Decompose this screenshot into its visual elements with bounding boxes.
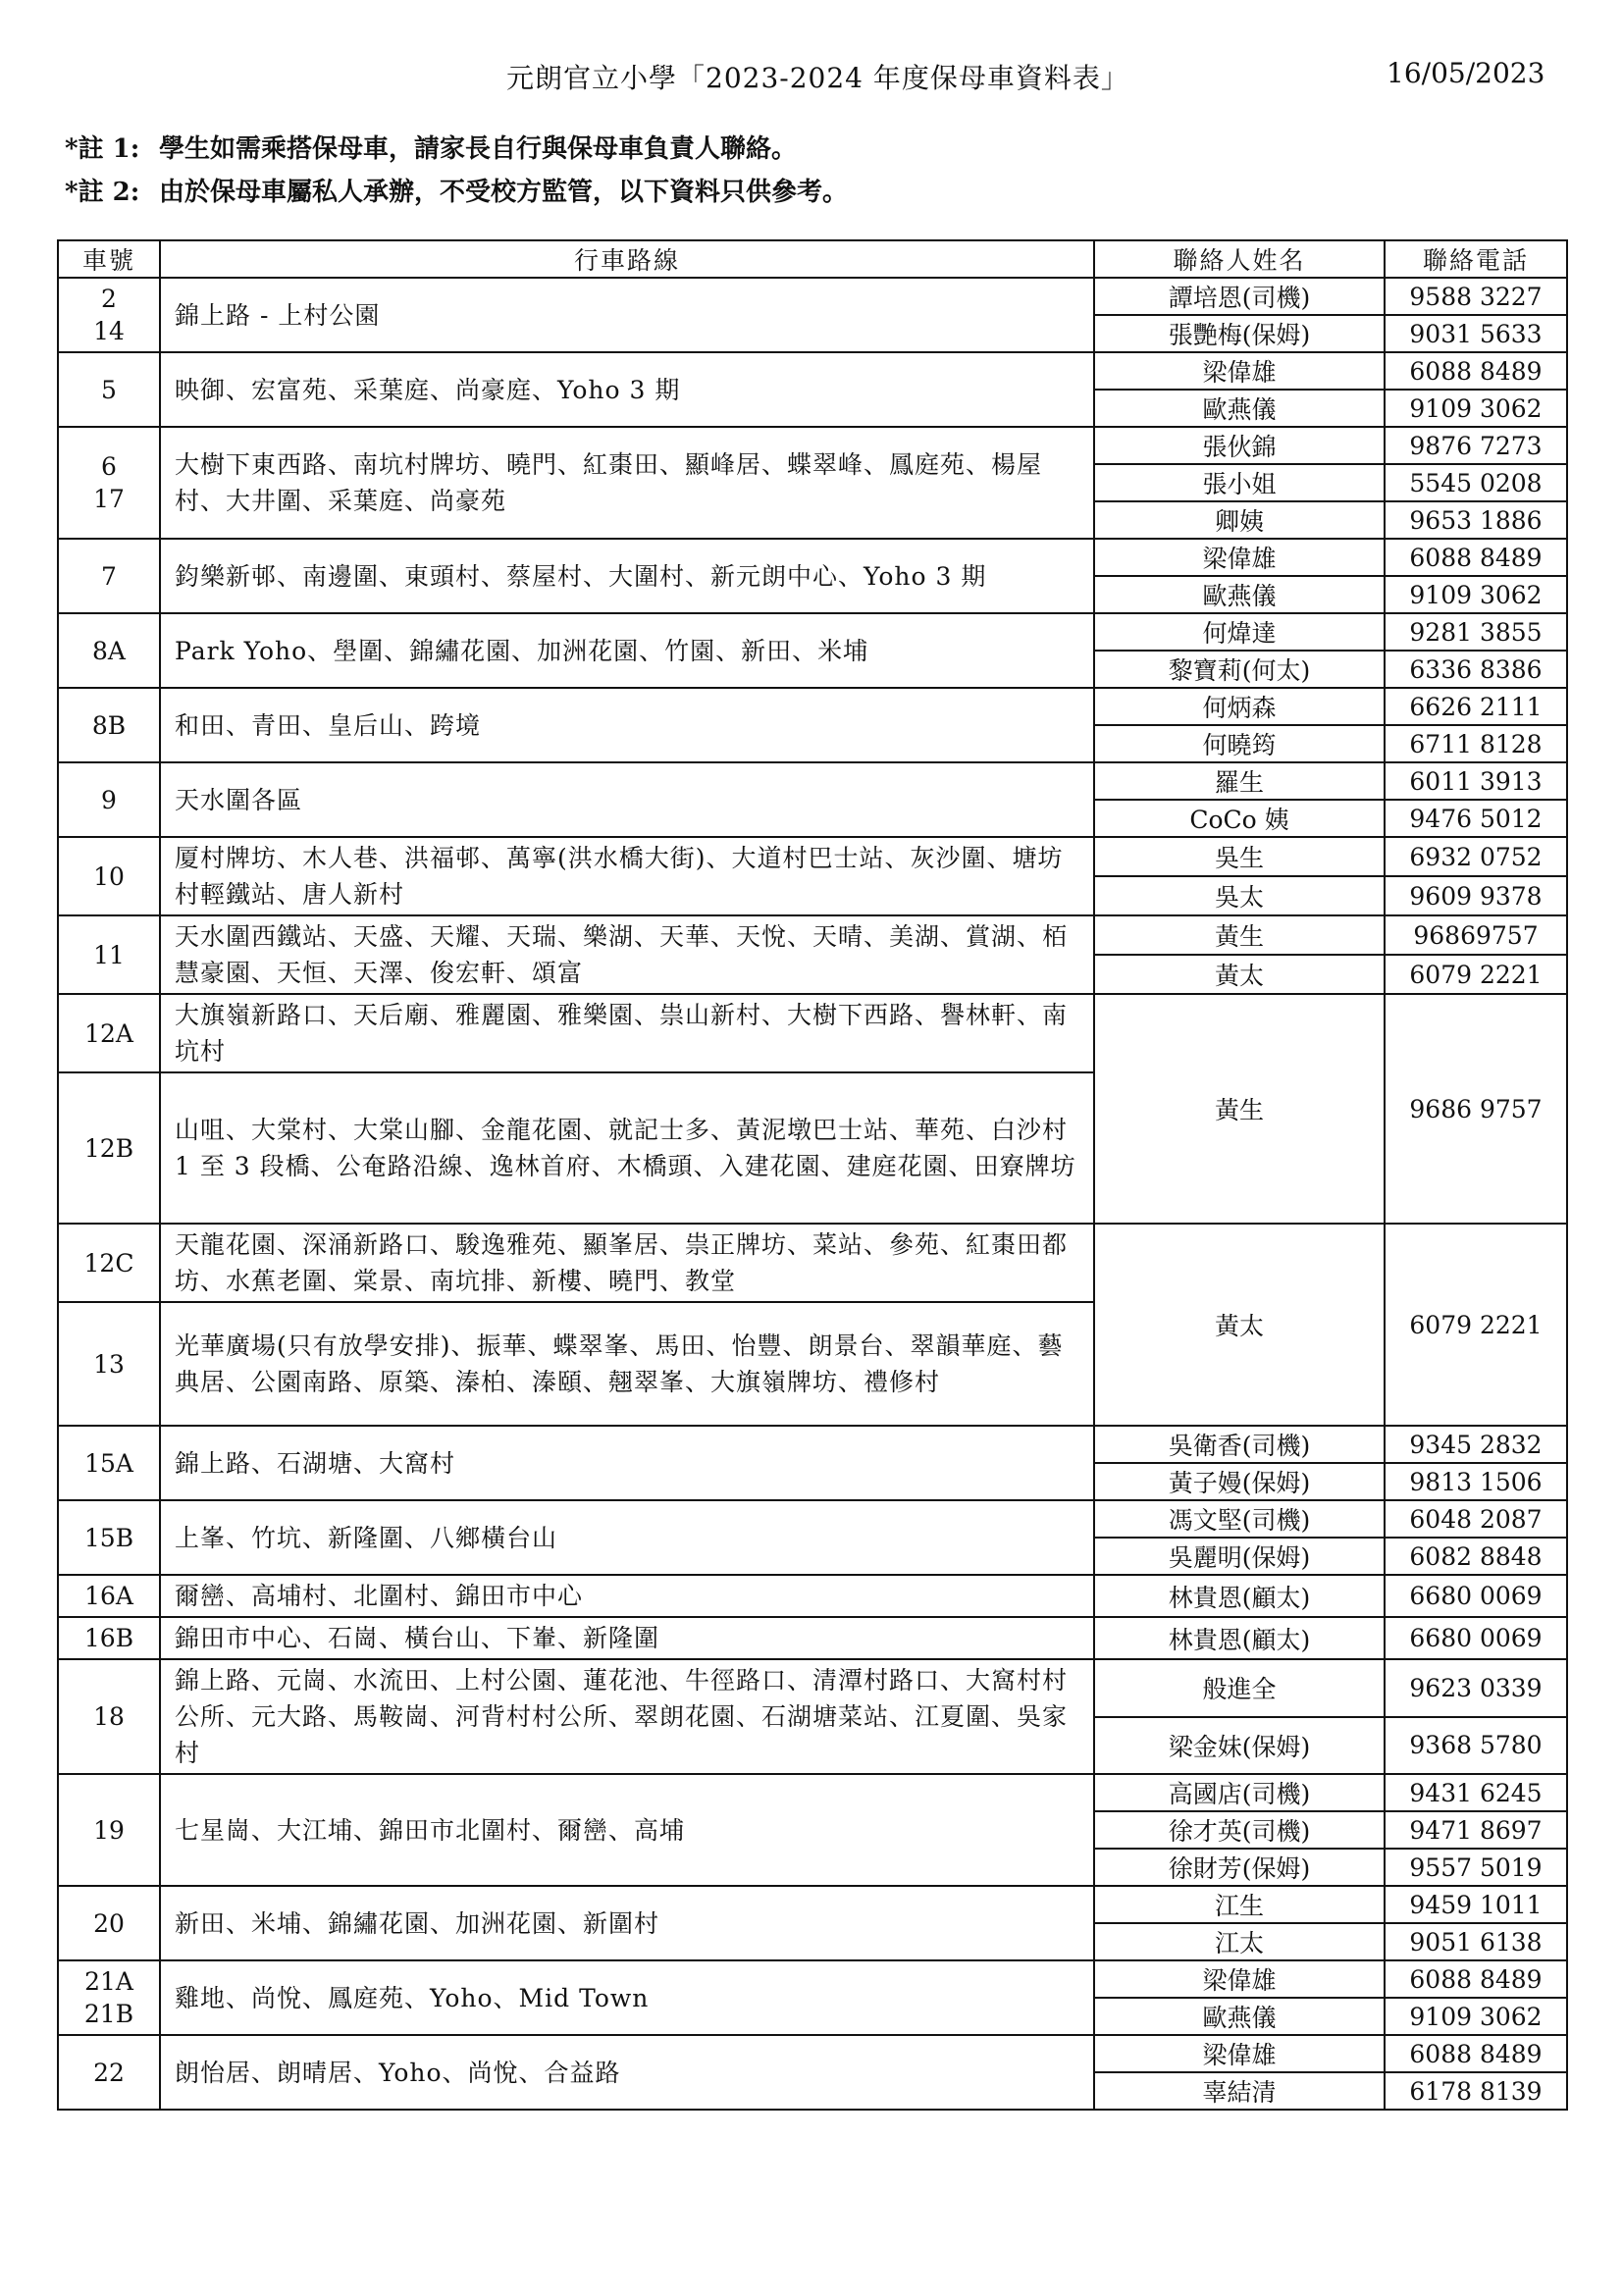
- contact-phone: 9623 0339: [1385, 1659, 1567, 1717]
- bus-number-cell: [58, 1500, 160, 1575]
- note-label: *註 2:: [65, 178, 140, 207]
- contact-name: 梁金妹(保姆): [1094, 1717, 1385, 1775]
- bus-number: 12C: [83, 1248, 134, 1278]
- table-row: [58, 613, 1567, 651]
- contact-phone: 5545 0208: [1385, 464, 1567, 501]
- contact-name: 吳太: [1094, 876, 1385, 915]
- contact-name: 何煒達: [1094, 613, 1385, 651]
- route-cell: 厦村牌坊、木人巷、洪福邨、萬寧(洪水橋大街)、大道村巴士站、灰沙圍、塘坊村輕鐵站、唐人新村: [160, 837, 1094, 915]
- note-label: *註 1:: [65, 134, 140, 164]
- table-row: [58, 1886, 1567, 1923]
- contact-phone: 9051 6138: [1385, 1923, 1567, 1960]
- route-cell: 錦上路、石湖塘、大窩村: [160, 1426, 1094, 1500]
- table-row: [58, 915, 1567, 955]
- route-cell: 爾巒、高埔村、北圍村、錦田市中心: [160, 1575, 1094, 1617]
- route-cell: Park Yoho、壆圍、錦繡花園、加洲花園、竹園、新田、米埔: [160, 613, 1094, 688]
- bus-number: 8A: [92, 636, 126, 665]
- bus-number: 14: [93, 317, 125, 345]
- contact-phone: 9588 3227: [1385, 278, 1567, 315]
- route-cell: 新田、米埔、錦繡花園、加洲花園、新圍村: [160, 1886, 1094, 1960]
- bus-number-cell: [58, 1659, 160, 1774]
- route-cell: 大旗嶺新路口、天后廟、雅麗園、雅樂園、祟山新村、大樹下西路、譽林軒、南坑村: [160, 994, 1094, 1072]
- contact-name: 張艷梅(保姆): [1094, 315, 1385, 352]
- contact-name: 梁偉雄: [1094, 2035, 1385, 2072]
- contact-name: 林貴恩(顧太): [1094, 1575, 1385, 1617]
- bus-number: 11: [93, 940, 125, 969]
- bus-number-cell: [58, 994, 160, 1072]
- bus-number: 2: [101, 285, 117, 313]
- table-row: [58, 1659, 1567, 1717]
- table-row: [58, 837, 1567, 876]
- contact-phone: 6178 8139: [1385, 2072, 1567, 2110]
- bus-number: 9: [101, 785, 117, 814]
- contact-name: 林貴恩(顧太): [1094, 1617, 1385, 1659]
- contact-name: 黃太: [1094, 1224, 1385, 1426]
- contact-name: 羅生: [1094, 762, 1385, 800]
- contact-name: 高國店(司機): [1094, 1774, 1385, 1811]
- contact-name: 歐燕儀: [1094, 1998, 1385, 2035]
- bus-number-cell: [58, 1302, 160, 1426]
- table-row: [58, 1575, 1567, 1617]
- table-row: [58, 1617, 1567, 1659]
- bus-number-cell: [58, 688, 160, 762]
- bus-number: 13: [93, 1349, 125, 1379]
- contact-name: 何曉筠: [1094, 725, 1385, 762]
- bus-number: 15A: [84, 1448, 133, 1478]
- contact-phone: 96869757: [1385, 915, 1567, 955]
- bus-number-cell: [58, 1426, 160, 1500]
- contact-name: 梁偉雄: [1094, 352, 1385, 390]
- bus-number: 10: [93, 861, 125, 891]
- contact-name: 吳衛香(司機): [1094, 1426, 1385, 1463]
- contact-phone: 6088 8489: [1385, 352, 1567, 390]
- bus-number-cell: [58, 1960, 160, 2035]
- bus-number-cell: [58, 1886, 160, 1960]
- table-row: [58, 278, 1567, 315]
- bus-number: 17: [93, 485, 125, 513]
- route-cell: 錦田市中心、石崗、橫台山、下輋、新隆圍: [160, 1617, 1094, 1659]
- header-bus-number: 車號: [58, 240, 160, 278]
- contact-name: 吳生: [1094, 837, 1385, 876]
- notes-section: [65, 128, 848, 214]
- bus-number: 5: [101, 375, 117, 404]
- table-row: [58, 1224, 1567, 1302]
- header-phone: 聯絡電話: [1385, 240, 1567, 278]
- route-cell: 天水圍各區: [160, 762, 1094, 837]
- contact-name: 徐財芳(保姆): [1094, 1849, 1385, 1886]
- contact-phone: 6088 8489: [1385, 2035, 1567, 2072]
- note-2: [65, 171, 848, 214]
- contact-name: 黃子嫚(保姆): [1094, 1463, 1385, 1500]
- bus-number: 16A: [84, 1582, 133, 1610]
- bus-number: 16B: [83, 1624, 134, 1652]
- bus-number-cell: [58, 1774, 160, 1886]
- bus-number: 21B: [83, 2000, 134, 2028]
- contact-phone: 9431 6245: [1385, 1774, 1567, 1811]
- contact-phone: 6680 0069: [1385, 1617, 1567, 1659]
- contact-name: 何炳森: [1094, 688, 1385, 725]
- note-text: 由於保母車屬私人承辦，不受校方監管，以下資料只供參考。: [159, 178, 849, 207]
- contact-phone: 9476 5012: [1385, 800, 1567, 837]
- contact-name: 黃太: [1094, 955, 1385, 994]
- contact-name: CoCo 姨: [1094, 800, 1385, 837]
- table-body: [58, 278, 1567, 2110]
- bus-number-cell: [58, 278, 160, 352]
- contact-name: 江生: [1094, 1886, 1385, 1923]
- contact-phone: 9368 5780: [1385, 1717, 1567, 1775]
- contact-phone: 6079 2221: [1385, 955, 1567, 994]
- contact-name: 梁偉雄: [1094, 539, 1385, 576]
- contact-name: 張伙錦: [1094, 427, 1385, 464]
- contact-phone: 9345 2832: [1385, 1426, 1567, 1463]
- contact-name: 辜結清: [1094, 2072, 1385, 2110]
- contact-phone: 6088 8489: [1385, 1960, 1567, 1998]
- contact-name: 譚培恩(司機): [1094, 278, 1385, 315]
- document-header: [0, 57, 1623, 96]
- bus-number: 18: [93, 1702, 125, 1731]
- header-route: 行車路線: [160, 240, 1094, 278]
- bus-number-cell: [58, 1224, 160, 1302]
- contact-phone: 6079 2221: [1385, 1224, 1567, 1426]
- table-row: [58, 1426, 1567, 1463]
- bus-number-cell: [58, 427, 160, 539]
- route-cell: 光華廣場(只有放學安排)、振華、蝶翠峯、馬田、怡豐、朗景台、翠韻華庭、藝典居、公園南路、原築、溱柏、溱頤、翹翠峯、大旗嶺牌坊、禮修村: [160, 1302, 1094, 1426]
- note-text: 學生如需乘搭保母車，請家長自行與保母車負責人聯絡。: [159, 134, 798, 164]
- table-row: [58, 1960, 1567, 1998]
- bus-number: 12B: [83, 1133, 134, 1163]
- bus-number: 8B: [91, 710, 127, 740]
- note-1: [65, 128, 848, 171]
- bus-number-cell: [58, 2035, 160, 2110]
- contact-phone: 9109 3062: [1385, 1998, 1567, 2035]
- bus-number-cell: [58, 915, 160, 994]
- contact-phone: 6048 2087: [1385, 1500, 1567, 1538]
- table-row: [58, 539, 1567, 576]
- contact-name: 馮文堅(司機): [1094, 1500, 1385, 1538]
- bus-number-cell: [58, 1072, 160, 1224]
- contact-phone: 6932 0752: [1385, 837, 1567, 876]
- contact-name: 黃生: [1094, 994, 1385, 1224]
- contact-phone: 9876 7273: [1385, 427, 1567, 464]
- document-date: 16/05/2023: [1387, 57, 1545, 89]
- table-row: [58, 2035, 1567, 2072]
- contact-phone: 6011 3913: [1385, 762, 1567, 800]
- route-cell: 大樹下東西路、南坑村牌坊、曉門、紅棗田、顯峰居、蝶翠峰、鳳庭苑、楊屋村、大井圍、采葉庭、尚豪苑: [160, 427, 1094, 539]
- bus-number-cell: [58, 613, 160, 688]
- contact-phone: 9686 9757: [1385, 994, 1567, 1224]
- contact-name: 張小姐: [1094, 464, 1385, 501]
- bus-number-cell: [58, 837, 160, 915]
- contact-name: 徐才英(司機): [1094, 1811, 1385, 1849]
- bus-number: 19: [93, 1815, 125, 1845]
- route-cell: 錦上路、元崗、水流田、上村公園、蓮花池、牛徑路口、清潭村路口、大窩村村公所、元大路、馬鞍崗、河背村村公所、翠朗花園、石湖塘菜站、江夏圍、吳家村: [160, 1659, 1094, 1774]
- contact-phone: 9609 9378: [1385, 876, 1567, 915]
- table-row: [58, 994, 1567, 1072]
- contact-name: 黃生: [1094, 915, 1385, 955]
- bus-number: 12A: [84, 1018, 133, 1048]
- table-header-row: [58, 240, 1567, 278]
- contact-name: 黎寶莉(何太): [1094, 651, 1385, 688]
- table-row: [58, 352, 1567, 390]
- contact-phone: 9031 5633: [1385, 315, 1567, 352]
- contact-phone: 9459 1011: [1385, 1886, 1567, 1923]
- bus-number-cell: [58, 762, 160, 837]
- route-cell: 上峯、竹坑、新隆圍、八鄉橫台山: [160, 1500, 1094, 1575]
- bus-number: 20: [93, 1908, 125, 1938]
- bus-number-cell: [58, 352, 160, 427]
- table-row: [58, 688, 1567, 725]
- contact-phone: 9109 3062: [1385, 576, 1567, 613]
- bus-number-cell: [58, 1575, 160, 1617]
- bus-number: 6: [101, 452, 117, 481]
- route-cell: 七星崗、大江埔、錦田市北圍村、爾巒、高埔: [160, 1774, 1094, 1886]
- route-cell: 朗怡居、朗晴居、Yoho、尚悅、合益路: [160, 2035, 1094, 2110]
- contact-phone: 9471 8697: [1385, 1811, 1567, 1849]
- contact-phone: 6336 8386: [1385, 651, 1567, 688]
- contact-name: 梁偉雄: [1094, 1960, 1385, 1998]
- contact-name: 歐燕儀: [1094, 576, 1385, 613]
- table-row: [58, 427, 1567, 464]
- contact-phone: 9109 3062: [1385, 390, 1567, 427]
- bus-number: 7: [101, 561, 117, 591]
- bus-number-cell: [58, 1617, 160, 1659]
- contact-phone: 9557 5019: [1385, 1849, 1567, 1886]
- contact-name: 歐燕儀: [1094, 390, 1385, 427]
- contact-name: 吳麗明(保姆): [1094, 1538, 1385, 1575]
- bus-number: 22: [93, 2058, 125, 2087]
- table-row: [58, 1500, 1567, 1538]
- contact-phone: 6082 8848: [1385, 1538, 1567, 1575]
- school-bus-table: [57, 239, 1568, 2111]
- contact-phone: 6088 8489: [1385, 539, 1567, 576]
- bus-number: 21A: [84, 1967, 133, 1996]
- table-row: [58, 1774, 1567, 1811]
- contact-phone: 9813 1506: [1385, 1463, 1567, 1500]
- header-contact-name: 聯絡人姓名: [1094, 240, 1385, 278]
- route-cell: 雞地、尚悅、鳳庭苑、Yoho、Mid Town: [160, 1960, 1094, 2035]
- route-cell: 天龍花園、深涌新路口、駿逸雅苑、顯峯居、祟正牌坊、菜站、參苑、紅棗田都坊、水蕉老圍、棠景、南坑排、新樓、曉門、教堂: [160, 1224, 1094, 1302]
- contact-phone: 9653 1886: [1385, 501, 1567, 539]
- route-cell: 山咀、大棠村、大棠山腳、金龍花園、就記士多、黃泥墩巴士站、華苑、白沙村 1 至 3 段橋、公奄路沿線、逸林首府、木橋頭、入建花園、建庭花園、田寮牌坊: [160, 1072, 1094, 1224]
- contact-name: 卿姨: [1094, 501, 1385, 539]
- contact-name: 般進全: [1094, 1659, 1385, 1717]
- route-cell: 映御、宏富苑、采葉庭、尚豪庭、Yoho 3 期: [160, 352, 1094, 427]
- contact-name: 江太: [1094, 1923, 1385, 1960]
- bus-number-cell: [58, 539, 160, 613]
- route-cell: 和田、青田、皇后山、跨境: [160, 688, 1094, 762]
- contact-phone: 9281 3855: [1385, 613, 1567, 651]
- bus-number: 15B: [83, 1523, 134, 1552]
- table-row: [58, 762, 1567, 800]
- route-cell: 鈞樂新邨、南邊圍、東頭村、蔡屋村、大圍村、新元朗中心、Yoho 3 期: [160, 539, 1094, 613]
- contact-phone: 6680 0069: [1385, 1575, 1567, 1617]
- route-cell: 錦上路 - 上村公園: [160, 278, 1094, 352]
- contact-phone: 6626 2111: [1385, 688, 1567, 725]
- contact-phone: 6711 8128: [1385, 725, 1567, 762]
- route-cell: 天水圍西鐵站、天盛、天耀、天瑞、樂湖、天華、天悅、天晴、美湖、賞湖、栢慧豪園、天恒、天澤、俊宏軒、頌富: [160, 915, 1094, 994]
- document-title: 元朗官立小學「2023-2024 年度保母車資料表」: [506, 62, 1129, 94]
